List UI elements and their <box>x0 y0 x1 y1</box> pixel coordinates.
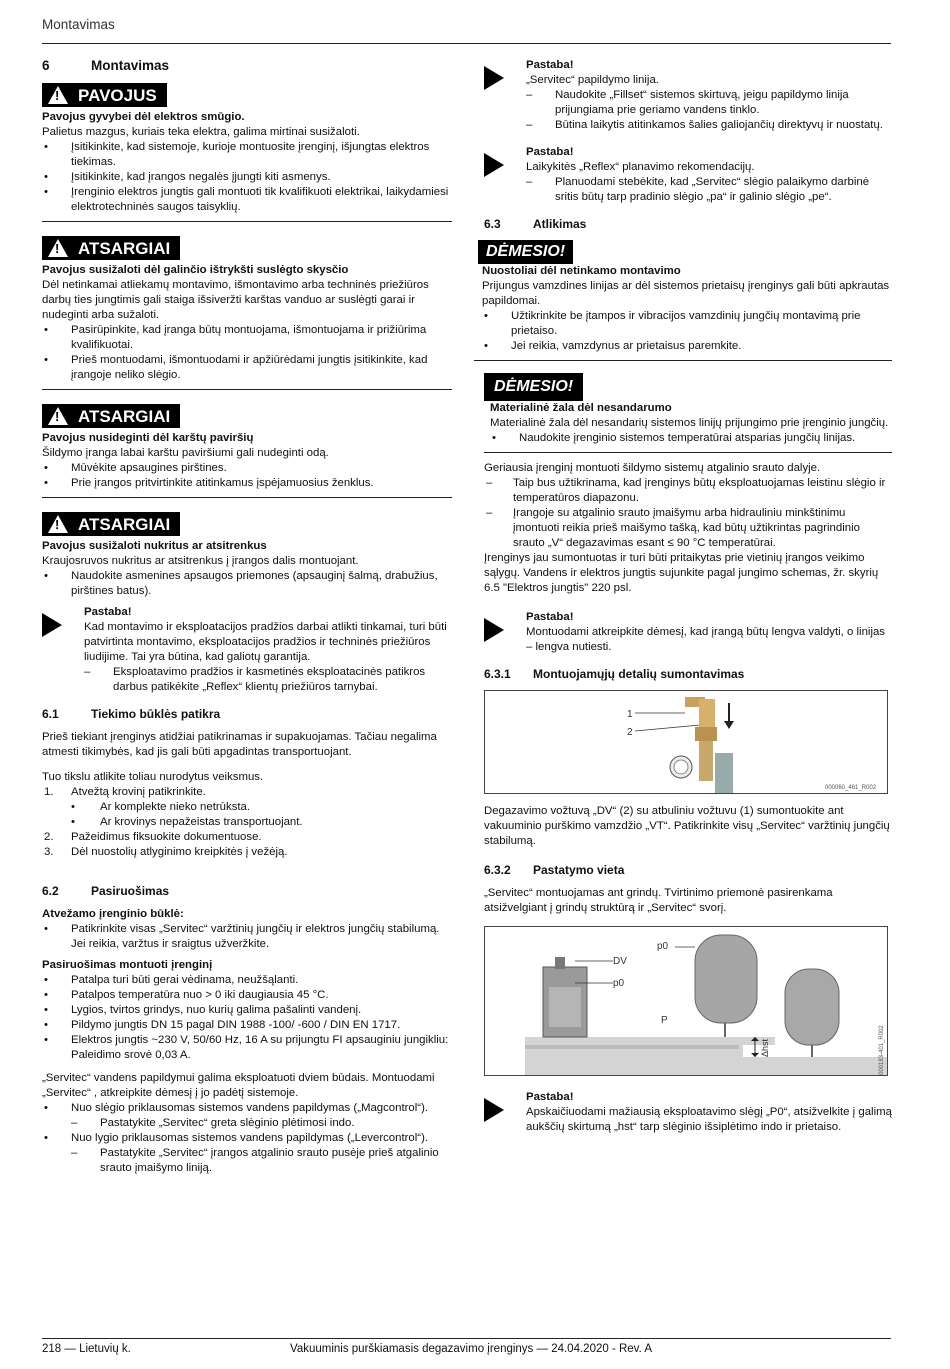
warning-triangle-icon <box>48 515 68 533</box>
figure-code: 000060_461_R002 <box>825 785 877 791</box>
caution-block-2: Pavojus nusideginti dėl karštų paviršių Šildymo įranga labai karštu paviršiumi gali nudeginti odą. • Mūvėkite apsaugines pirštines. • Prie įrangos pritvirtinkite atitinkamus įspėjamuosius ženklus. <box>42 432 374 489</box>
label-p: P <box>661 1015 668 1026</box>
left-column <box>42 58 452 1176</box>
paragraph: Įrenginys jau sumontuotas ir turi būti pritaikytas prie vietinių įrangos veikimo sąlygų. Vandens ir elektros jungtis sujunkite pagal jungimo schemas, žr. skyrių 6.5 "Elektros jungtis" 220 psl. <box>484 552 879 594</box>
arrow-down-icon <box>724 721 734 729</box>
caution-block-1: Pavojus susižaloti dėl galinčio ištrykšti suslėgto skysčio Dėl netinkamai atliekamų montavimo, išmontavimo arba techninės priežiūros darbų ties jungtimis gali staiga išsiveržti karštas vanduo ar suslėgti garai ir nudeginti arba sužaloti. • Pasirūpinkite, kad įranga būtų montuojama, išmontuojama ir prižiūrima kvalifikuotai. • Prieš montuodami, išmontuodami ir apžiūrėdami jungtis įsitikinkite, kad įrangoje neliko slėgio. <box>42 264 429 381</box>
label-p0-lower: p0 <box>613 978 625 989</box>
list-item: – Taip bus užtikrinama, kad įrenginys būtų eksploatuojamas leistinu slėgio ir temperatūros diapazonu. <box>486 477 886 504</box>
label-p0-upper: p0 <box>657 941 669 952</box>
page-header: Montavimas <box>42 17 115 32</box>
section-6-2-heading: 6.2 Pasiruošimas <box>42 884 170 898</box>
paragraph: Prieš tiekiant įrenginys atidžiai patikrinamas ir supakuojamas. Tačiau negalima atmesti tikimybės, kad jis gali būti apgadintas transportuojant. <box>42 731 437 758</box>
list-item: • Nuo lygio priklausomas sistemos vandens papildymas („Levercontrol“). <box>44 1132 429 1144</box>
warning-triangle-icon <box>48 407 68 425</box>
placement-diagram <box>485 927 887 1075</box>
label-dv: DV <box>613 956 627 967</box>
list-item: – Pastatykite „Servitec“ greta slėginio plėtimosi indo. <box>71 1117 355 1129</box>
list-item: • Nuo slėgio priklausomas sistemos vandens papildymas („Magcontrol“). <box>44 1102 429 1114</box>
footer-title: Vakuuminis purškiamasis degazavimo įrenginys — 24.04.2020 - Rev. A <box>290 1343 652 1355</box>
footer-rule <box>42 1338 891 1339</box>
list-item: – Pastatykite „Servitec“ įrangos atgalinio srauto pusėje prieš atgalinio srauto įmaišymo liniją. <box>71 1147 439 1174</box>
list-item: • Patikrinkite visas „Servitec“ varžtinių jungčių ir elektros jungčių stabilumą. Jei reikia, varžtus ir sraigtus užveržkite. <box>44 923 440 950</box>
subheading: Atvežamo įrenginio būklė: <box>42 908 184 920</box>
figure-code: 000183-401_R002 <box>879 1025 885 1075</box>
warning-triangle-icon <box>48 239 68 257</box>
caution-label-2: ! ATSARGIAI <box>42 404 180 428</box>
list-item: • Ar krovinys nepažeistas transportuojant. <box>71 816 303 828</box>
paragraph: Tuo tikslu atlikite toliau nurodytus veiksmus. <box>42 771 264 783</box>
warning-triangle-icon <box>48 86 68 104</box>
notice-block-1: Nuostoliai dėl netinkamo montavimo Prijungus vamzdines linijas ar dėl sistemos prietaisų įrenginys gali būti apkrautas papildomai. • Užtikrinkite be įtampos ir vibracijos vamzdinių jungčių montavimą prie prietaiso. • Jei reikia, vamzdynus ar prietaisus paremkite. <box>482 265 890 352</box>
caution-block-3: Pavojus susižaloti nukritus ar atsitrenkus Kraujosruvos nukritus ar atsitrenkus į įrangos dalis montuojant. • Naudokite asmenines apsaugos priemones (apsauginį šalmą, drabužius, pirštines batus). <box>42 540 438 597</box>
note-access: Pastaba! Montuodami atkreipkite dėmesį, kad įrangą būtų lengva valdyti, o linijas – lengva nutiesti. <box>484 610 892 655</box>
section-6-3-2-heading: 6.3.2 Pastatymo vieta <box>484 863 625 877</box>
subheading: Pasiruošimas montuoti įrenginį <box>42 959 213 971</box>
notice-block-2: Materialinė žala dėl nesandarumo Materialinė žala dėl nesandarių sistemos linijų prijungimo prie įrenginio jungčių. • Naudokite įrenginio sistemos temperatūrai atsparias jungčių linijas. <box>490 402 889 444</box>
arrow-right-icon <box>484 1090 526 1135</box>
danger-block: Pavojus gyvybei dėl elektros smūgio. Palietus mazgus, kuriais teka elektra, galima mirtinai susižaloti. • Įsitikinkite, kad sistemoje, kurioje montuosite įrenginį, išjungtas elektros tiekimas. • Įsitikinkite, kad įrangos negalės įjungti kiti asmenys. • Įrenginio elektros jungtis gali montuoti tik kvalifikuoti elektrikai, laikydamiesi elektrotechninės saugos taisyklių. <box>42 111 449 213</box>
note-fill-line: Pastaba! „Servitec“ papildymo linija. – Naudokite „Fillset“ sistemos skirtuvą, jeigu papildymo linija prijungiama prie geriamo vandens tinklo. – Būtina laikytis atitinkamos šalies galiojančių direktyvų ir nuostatų. <box>484 58 892 133</box>
callout-1: 1 <box>627 709 633 720</box>
caution-label-3: ! ATSARGIAI <box>42 512 180 536</box>
caution-label-1: ! ATSARGIAI <box>42 236 180 260</box>
section-6-1-heading: 6.1 Tiekimo būklės patikra <box>42 707 221 721</box>
section-6-3-1-heading: 6.3.1 Montuojamųjų detalių sumontavimas <box>484 667 745 681</box>
label-hst: Δhst <box>760 1038 770 1057</box>
list-item: 2. Pažeidimus fiksuokite dokumentuose. <box>44 831 262 843</box>
list-item: • Elektros jungtis ~230 V, 50/60 Hz, 16 A su prijungtu FI apsauginiu jungikliu: Paleidimo srovė 0,03 A. <box>44 1034 449 1061</box>
paragraph: „Servitec“ montuojamas ant grindų. Tvirtinimo priemonė pasirenkama atsižvelgiant į grindų struktūrą ir „Servitec“ svorį. <box>484 887 833 914</box>
notice-label-2: DĖMESIO! <box>484 373 583 401</box>
valve-diagram <box>485 691 887 793</box>
placement-figure <box>484 926 888 1076</box>
list-item: • Patalpa turi būti gerai vėdinama, neužšąlanti. <box>44 974 299 986</box>
notice-label-1: DĖMESIO! <box>478 240 573 264</box>
danger-label: ! PAVOJUS <box>42 83 167 107</box>
paragraph: Geriausia įrenginį montuoti šildymo sistemų atgalinio srauto dalyje. <box>484 462 821 474</box>
list-item: • Pildymo jungtis DN 15 pagal DIN 1988 -100/ -600 / DIN EN 1717. <box>44 1019 401 1031</box>
section-6-heading: 6 Montavimas <box>42 58 170 73</box>
list-item: – Įrangoje su atgalinio srauto įmaišymu arba hidrauliniu minkštinimu įmontuoti reikia prieš maišymo tašką, kad būtų užtikrintas pagrindinio srauto „V“ degazavimas esant ≤ 90 °C temperatūrai. <box>486 507 860 549</box>
list-item: 3. Dėl nuostolių atlyginimo kreipkitės į vežėją. <box>44 846 288 858</box>
paragraph: „Servitec“ vandens papildymui galima eksploatuoti dviem būdais. Montuodami „Servitec“ , atkreipkite dėmesį į jo padėtį sistemoje. <box>42 1072 435 1099</box>
list-item: • Lygios, tvirtos grindys, nuo kurių galima pašalinti vandenį. <box>44 1004 362 1016</box>
list-item: 1. Atvežtą krovinį patikrinkite. <box>44 786 206 798</box>
page-number: 218 — Lietuvių k. <box>42 1343 131 1355</box>
valve-figure <box>484 690 888 794</box>
arrow-right-icon <box>42 605 84 695</box>
note-planning: Pastaba! Laikykitės „Reflex“ planavimo rekomendacijų. – Planuodami stebėkite, kad „Servitec“ slėgio palaikymo darbinė sritis būtų tarp pradinio slėgio „pa“ ir galinio slėgio „pe“. <box>484 145 892 205</box>
note-pressure: Pastaba! Apskaičiuodami mažiausią eksploatavimo slėgį „P0“, atsižvelkite į galimą aukščių skirtumą „hst“ tarp slėginio išsiplėtimo indo ir prietaiso. <box>484 1090 892 1135</box>
header-rule <box>42 43 891 44</box>
arrow-right-icon <box>484 58 526 133</box>
callout-2: 2 <box>627 727 633 738</box>
list-item: • Patalpos temperatūra nuo > 0 iki daugiausia 45 °C. <box>44 989 329 1001</box>
arrow-right-icon <box>484 610 526 655</box>
list-item: • Ar komplekte nieko netrūksta. <box>71 801 251 813</box>
right-column <box>484 58 892 1147</box>
arrow-right-icon <box>484 145 526 205</box>
note-warranty: Pastaba! Kad montavimo ir eksploatacijos pradžios darbai atlikti tinkamai, turi būti patvirtinta montavimo, eksploatacijos pradžios ir techninės priežiūros liudijime. Tai yra būtina, kad galiotų garantija. – Eksploatavimo pradžios ir kasmetinės eksploatacinės patikros darbus patikėkite „Reflex“ klientų priežiūros tarnybai. <box>42 605 452 695</box>
paragraph: Degazavimo vožtuvą „DV“ (2) su atbuliniu vožtuvu (1) sumontuokite ant vakuuminio purškimo vamzdžio „VT“. Patikrinkite visų „Servitec“ varžtinių jungčių stabilumą. <box>484 805 890 847</box>
section-6-3-heading: 6.3 Atlikimas <box>484 217 587 231</box>
